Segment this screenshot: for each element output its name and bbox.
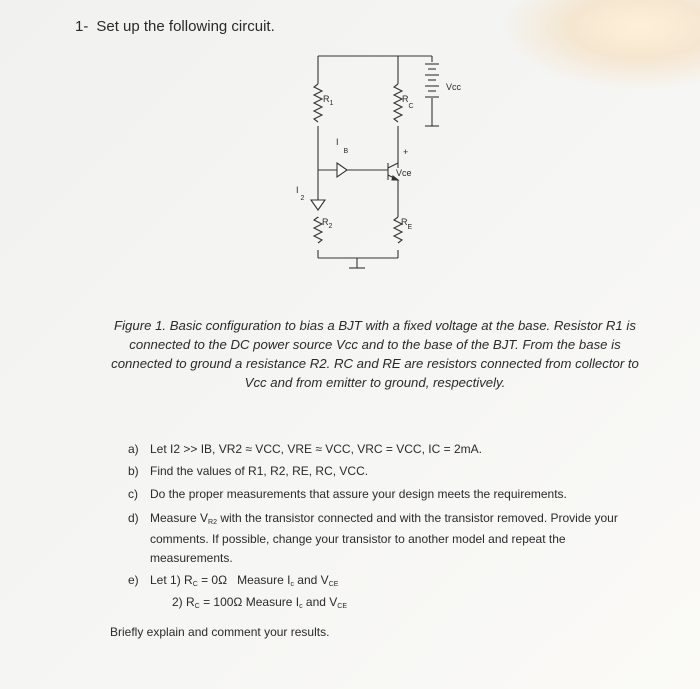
question-list bbox=[110, 440, 650, 614]
question-e-line-2: 2) $R_C = 100\Omega$ Measure $I_c$ and $V_{CE}$ bbox=[172, 594, 348, 610]
i2-label: $I_2$ bbox=[296, 185, 305, 202]
circuit-diagram bbox=[0, 0, 700, 300]
re-label: $R_E$ bbox=[401, 217, 413, 231]
question-c: c) Do the proper measurements that assure your design meets the requirements. bbox=[128, 487, 567, 501]
ib-arrow-icon bbox=[337, 163, 347, 177]
circuit-wires bbox=[318, 56, 439, 268]
resistor-r2 bbox=[314, 217, 322, 243]
figure-caption: Figure 1. Basic configuration to bias a BJT with a fixed voltage at the base. Resistor R1 is connected to the DC power source Vcc and to the base of the BJT. From the base is connected to ground a resistance R2. RC and RE are resistors connected from collector to Vcc and from emitter to ground, respectively. bbox=[111, 318, 639, 390]
vcc-battery bbox=[425, 64, 439, 97]
i2-arrow-icon bbox=[311, 200, 325, 210]
question-e: e) Let 1) $R_C = 0\Omega$ Measure $I_c$ and $V_{CE}$ 2) $R_C = 100\Omega$ Measure $I_c$ and $V_{CE}$ bbox=[110, 571, 650, 614]
r1-label: $R_1$ bbox=[323, 94, 334, 107]
closing-instruction: Briefly explain and comment your results. bbox=[110, 625, 330, 639]
plus-label: + bbox=[403, 147, 409, 157]
question-b: b) Find the values of R1, R2, RE, RC, VCC. bbox=[128, 463, 369, 478]
resistor-rc bbox=[394, 84, 402, 122]
vce-label: Vce bbox=[396, 168, 412, 178]
ib-label: $I_B$ bbox=[336, 137, 349, 155]
vcc-label: Vcc bbox=[446, 82, 462, 92]
rc-label: $R_C$ bbox=[402, 94, 414, 110]
resistor-r1 bbox=[314, 84, 322, 122]
question-d: d) Measure $V_{R2}$ with the transistor connected and with the transistor removed. Provide your comments. If possible, change your transistor to another model and repeat the measurements. bbox=[128, 510, 618, 565]
question-number: 1- bbox=[75, 18, 89, 35]
r2-label: $R_2$ bbox=[322, 217, 333, 230]
heading-text: Set up the following circuit. bbox=[96, 18, 275, 35]
question-a: a) Let I2 >> IB, VR2 ≈ VCC, VRE ≈ VCC, VRC = VCC, IC = 2mA. bbox=[128, 442, 482, 456]
question-e-line-1: Let 1) $R_C = 0\Omega$ Measure $I_c$ and $V_{CE}$ bbox=[150, 573, 339, 588]
